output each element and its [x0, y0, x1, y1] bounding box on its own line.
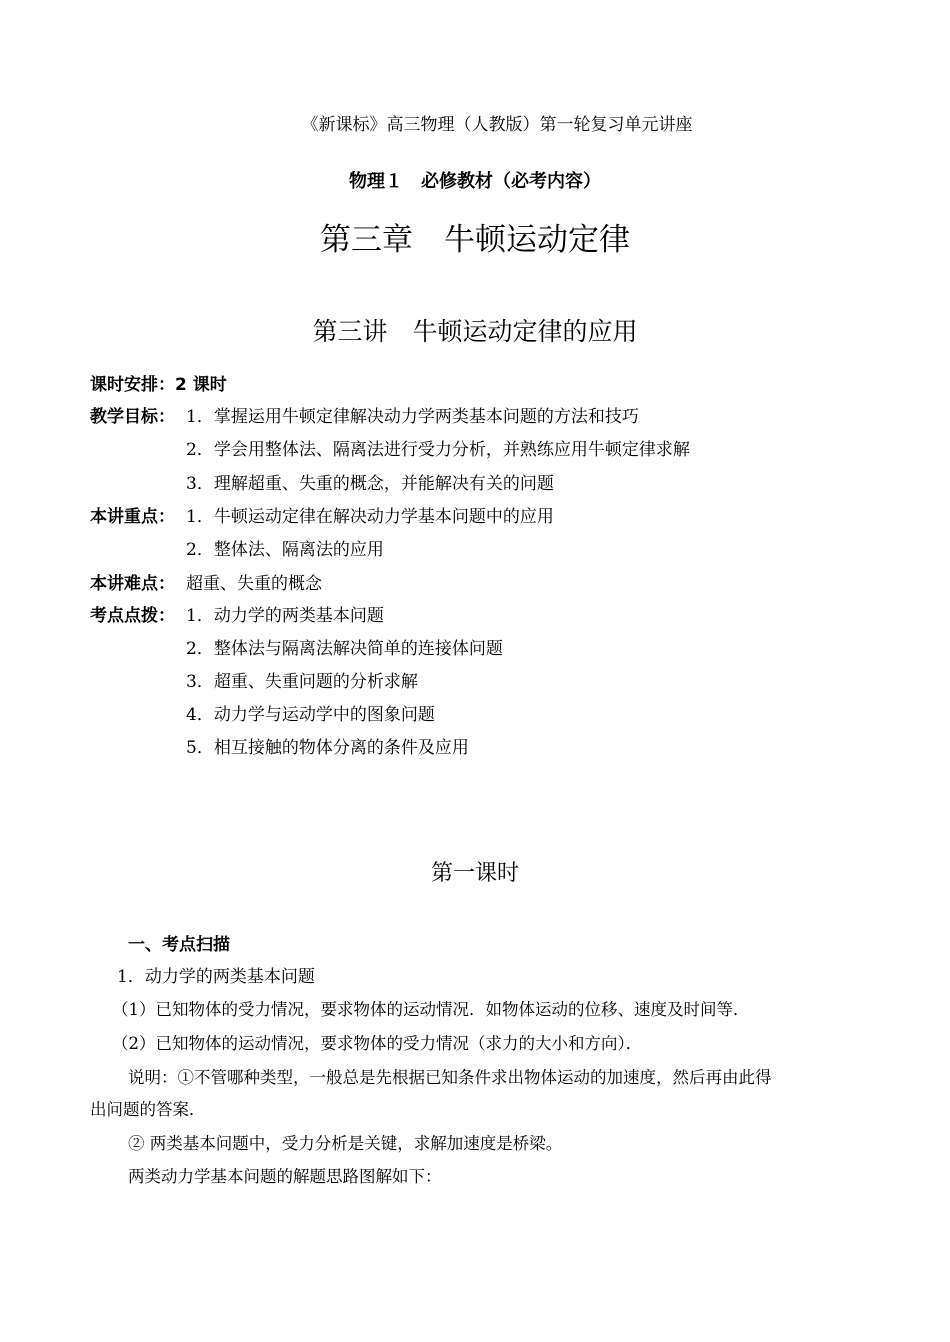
key-point-item: 2．整体法、隔离法的应用: [186, 540, 384, 560]
exam-point-item: 1．动力学的两类基本问题: [186, 606, 384, 626]
goals-row: [90, 406, 639, 428]
lecture-title: 第三讲 牛顿运动定律的应用: [312, 317, 638, 346]
schedule-label: 课时安排：: [90, 375, 175, 395]
section-subheading: 1．动力学的两类基本问题: [117, 967, 315, 987]
difficulty-value: 超重、失重的概念: [186, 574, 322, 594]
goal-item: 2．学会用整体法、隔离法进行受力分析，并熟练应用牛顿定律求解: [186, 440, 690, 460]
exam-points-row: [90, 605, 384, 627]
paragraph: 说明：①不管哪种类型，一般总是先根据已知条件求出物体运动的加速度，然后再由此得: [128, 1068, 772, 1087]
key-points-row: [90, 506, 554, 528]
goal-item: 3．理解超重、失重的概念，并能解决有关的问题: [186, 474, 554, 494]
section-heading: 一、考点扫描: [128, 935, 230, 955]
exam-points-label: 考点点拨：: [90, 606, 175, 626]
key-points-label: 本讲重点：: [90, 507, 175, 527]
page-subheader: 物理１ 必修教材（必考内容）: [349, 171, 601, 192]
key-point-item: 1．牛顿运动定律在解决动力学基本问题中的应用: [186, 507, 554, 527]
page-header: 《新课标》高三物理（人教版）第一轮复习单元讲座: [301, 115, 693, 135]
schedule-row: [90, 374, 227, 396]
difficulty-label: 本讲难点：: [90, 574, 175, 594]
schedule-value: 2 课时: [175, 375, 227, 395]
difficulty-row: [90, 573, 322, 595]
paragraph: 两类动力学基本问题的解题思路图解如下：: [128, 1167, 442, 1186]
paragraph: 出问题的答案．: [90, 1100, 206, 1119]
lesson-title: 第一课时: [430, 861, 519, 886]
exam-point-item: 3．超重、失重问题的分析求解: [186, 672, 418, 692]
exam-point-item: 4．动力学与运动学中的图象问题: [186, 705, 435, 725]
chapter-title: 第三章 牛顿运动定律: [320, 222, 630, 258]
paragraph: （1）已知物体的受力情况，要求物体的运动情况．如物体运动的位移、速度及时间等．: [112, 1000, 750, 1019]
paragraph: （2）已知物体的运动情况，要求物体的受力情况（求力的大小和方向）．: [112, 1034, 643, 1053]
paragraph: ② 两类基本问题中，受力分析是关键，求解加速度是桥梁。: [128, 1134, 563, 1153]
exam-point-item: 5．相互接触的物体分离的条件及应用: [186, 738, 469, 758]
goals-label: 教学目标：: [90, 407, 175, 427]
goal-item: 1．掌握运用牛顿定律解决动力学两类基本问题的方法和技巧: [186, 407, 639, 427]
exam-point-item: 2．整体法与隔离法解决简单的连接体问题: [186, 639, 503, 659]
